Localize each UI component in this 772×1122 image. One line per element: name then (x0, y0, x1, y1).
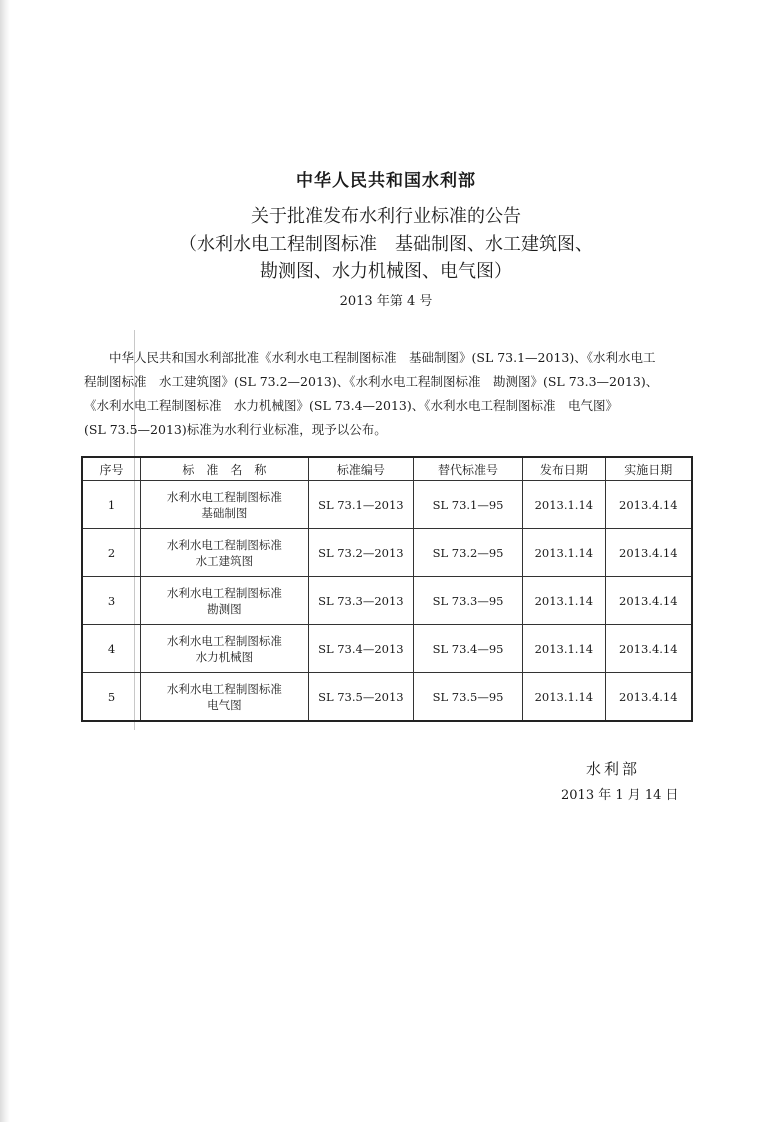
cell-publish-date: 2013.1.14 (523, 529, 605, 577)
cell-replaced-code: SL 73.5—95 (413, 673, 522, 722)
cell-serial-number: 2 (82, 529, 140, 577)
cell-publish-date: 2013.1.14 (523, 481, 605, 529)
cell-standard-name (140, 577, 308, 625)
standard-name-line: 水利水电工程制图标准 (166, 537, 282, 552)
cell-standard-code: SL 73.1—2013 (308, 481, 413, 529)
document-number: 2013 年第 4 号 (339, 294, 433, 309)
header-serial-number: 序号 (82, 457, 140, 481)
cell-publish-date: 2013.1.14 (523, 673, 605, 722)
standard-name-line: 水利水电工程制图标准 (166, 681, 282, 696)
header-standard-name: 标 准 名 称 (140, 457, 308, 481)
standard-name-line: 水力机械图 (195, 649, 254, 664)
cell-replaced-code: SL 73.3—95 (413, 577, 522, 625)
cell-serial-number: 5 (82, 673, 140, 722)
table-row (82, 577, 692, 625)
body-line: (SL 73.5—2013)标准为水利行业标准，现予以公布。 (84, 422, 387, 437)
cell-standard-name (140, 625, 308, 673)
announcement-title: 关于批准发布水利行业标准的公告 (251, 206, 521, 227)
standard-name-line: 电气图 (207, 697, 242, 712)
cell-publish-date: 2013.1.14 (523, 625, 605, 673)
table-row (82, 481, 692, 529)
header-replaced-code: 替代标准号 (413, 457, 522, 481)
table-row (82, 673, 692, 722)
cell-effective-date: 2013.4.14 (605, 481, 692, 529)
body-line: 中华人民共和国水利部批准《水利水电工程制图标准 基础制图》(SL 73.1—2013)、《水利水电工 (109, 350, 656, 365)
cell-replaced-code: SL 73.4—95 (413, 625, 522, 673)
signature-date: 2013 年 1 月 14 日 (561, 788, 679, 803)
standard-name-line: 水利水电工程制图标准 (166, 489, 282, 504)
standard-name-line: 水利水电工程制图标准 (166, 633, 282, 648)
cell-effective-date: 2013.4.14 (605, 625, 692, 673)
standards-table (81, 456, 693, 722)
cell-serial-number: 1 (82, 481, 140, 529)
announcement-subtitle-line-2: 勘测图、水力机械图、电气图） (260, 261, 512, 282)
cell-standard-code: SL 73.4—2013 (308, 625, 413, 673)
signature-organization: 水利部 (586, 760, 641, 778)
cell-effective-date: 2013.4.14 (605, 673, 692, 722)
cell-standard-code: SL 73.3—2013 (308, 577, 413, 625)
table-row (82, 625, 692, 673)
header-standard-code: 标准编号 (308, 457, 413, 481)
standard-name-line: 基础制图 (201, 505, 248, 520)
header-publish-date: 发布日期 (523, 457, 605, 481)
announcement-body (84, 346, 694, 442)
cell-replaced-code: SL 73.1—95 (413, 481, 522, 529)
table-header-row (82, 457, 692, 481)
cell-standard-name (140, 529, 308, 577)
table-row (82, 529, 692, 577)
body-line: 程制图标准 水工建筑图》(SL 73.2—2013)、《水利水电工程制图标准 勘测图》(SL 73.3—2013)、 (84, 374, 659, 389)
cell-standard-code: SL 73.5—2013 (308, 673, 413, 722)
cell-standard-name (140, 673, 308, 722)
standard-name-line: 勘测图 (207, 601, 242, 616)
body-line: 《水利水电工程制图标准 水力机械图》(SL 73.4—2013)、《水利水电工程制图标准 电气图》 (84, 398, 618, 413)
standard-name-line: 水利水电工程制图标准 (166, 585, 282, 600)
cell-effective-date: 2013.4.14 (605, 529, 692, 577)
ministry-heading: 中华人民共和国水利部 (296, 171, 476, 191)
cell-publish-date: 2013.1.14 (523, 577, 605, 625)
cell-serial-number: 3 (82, 577, 140, 625)
header-effective-date: 实施日期 (605, 457, 692, 481)
standard-name-line: 水工建筑图 (195, 553, 254, 568)
cell-standard-code: SL 73.2—2013 (308, 529, 413, 577)
cell-standard-name (140, 481, 308, 529)
cell-serial-number: 4 (82, 625, 140, 673)
cell-replaced-code: SL 73.2—95 (413, 529, 522, 577)
announcement-subtitle-line-1: （水利水电工程制图标准 基础制图、水工建筑图、 (179, 234, 593, 255)
cell-effective-date: 2013.4.14 (605, 577, 692, 625)
